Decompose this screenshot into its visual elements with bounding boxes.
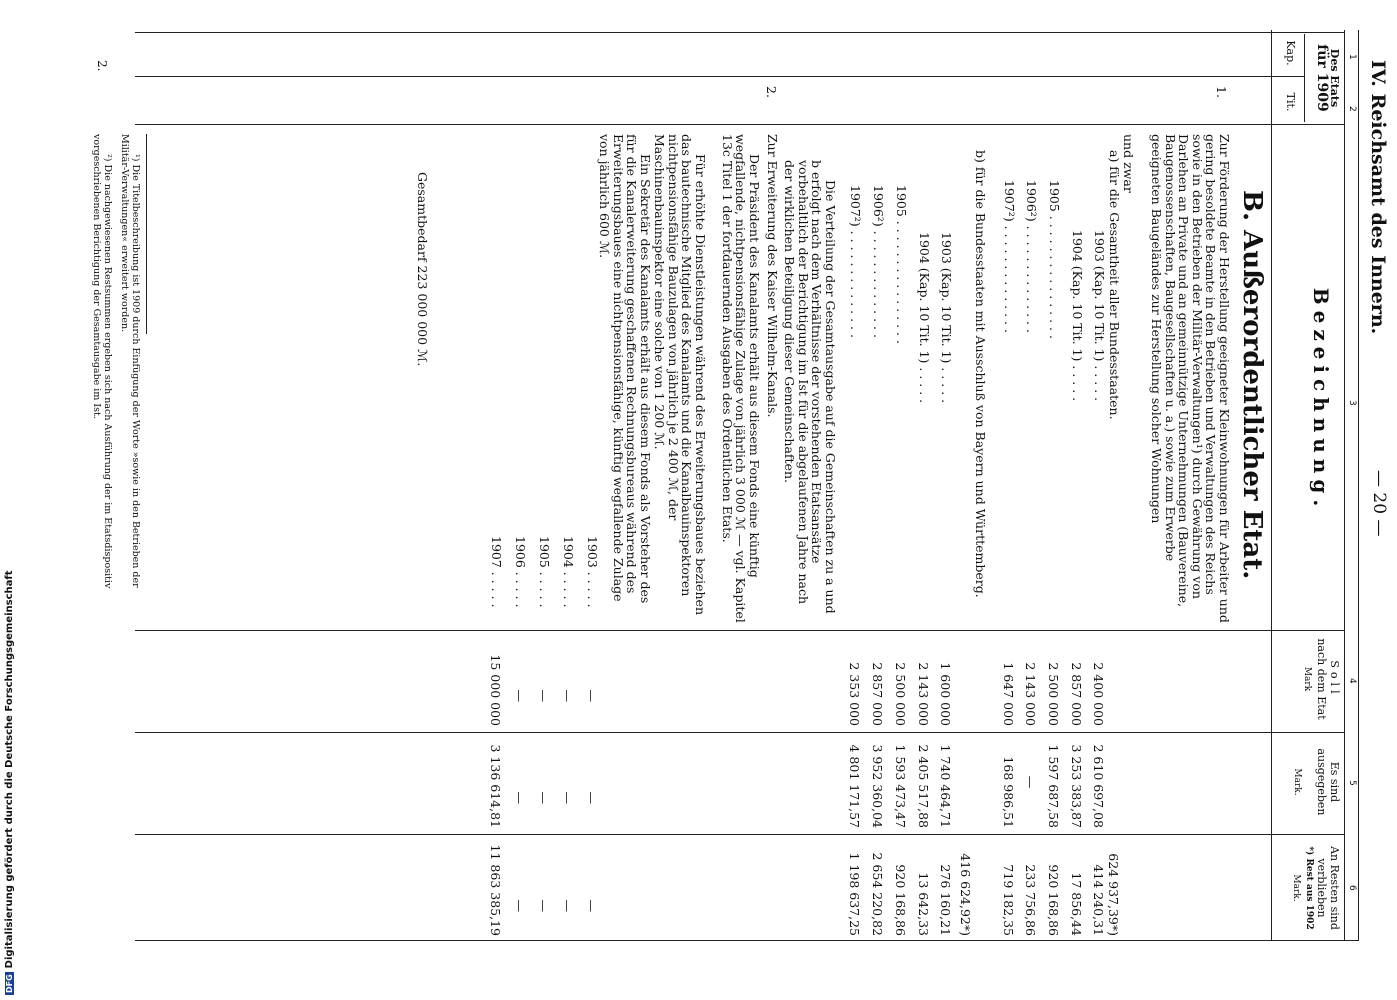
row-a-soll: 2 500 000 [1046, 662, 1061, 726]
item1-sub-a: a) für die Gesamtheit aller Bundesstaaten. [1107, 150, 1122, 420]
row-kanal-rest: — [584, 899, 599, 912]
item1-sub-b: b) für die Bundesstaaten mit Ausschluß von Bayern und Württemberg. [973, 150, 988, 598]
gesamtbedarf: Gesamtbedarf 223 000 000 ℳ. [415, 172, 430, 367]
colnum-rule [1344, 30, 1345, 940]
row-b-year: 1903 (Kap. 10 Tit. 1) . . . . . [939, 232, 954, 404]
page-number: — 20 — [1369, 470, 1389, 537]
row-b-rest: 1 198 637,25 [847, 852, 862, 936]
section-title: B. Außerordentlicher Etat. [1237, 190, 1267, 580]
row-a-ausgegeben: 1 597 687,58 [1046, 744, 1061, 828]
item1-und-zwar: und zwar [1121, 134, 1136, 193]
row-a-year: 1907²) . . . . . . . . . . . . . . [1002, 180, 1017, 333]
row-kanal-year: 1907 . . . . . [489, 536, 504, 608]
row-kanal-ausgegeben: — [560, 791, 575, 804]
col-rule-3 [135, 630, 1345, 631]
footnote-rule [146, 134, 147, 334]
row-kanal-soll: — [536, 689, 551, 702]
row-kanal-year: 1906 . . . . . [513, 536, 528, 608]
item2-text: Zur Erweiterung des Kaiser Wilhelm-Kanals. [765, 134, 780, 418]
item1-note: Die Verteilung der Gesamtausgabe auf die Gemeinschaften zu a und b erfolgt nach dem Verhältnisse der vorstehenden Etatsansätze vorbehaltlich der Berichtigung im Ist für die abgelaufenen Jahre nach der wirklichen Beteiligung dieser Gemeinschaften. [782, 160, 838, 614]
row-a-ausgegeben: 2 610 697,08 [1091, 744, 1106, 828]
rest-1902-a: 624 937,39*) [1106, 853, 1121, 936]
row-a-ausgegeben: — [1023, 775, 1038, 789]
col-rule-2 [135, 124, 1345, 125]
row-b-ausgegeben: 3 952 360,04 [870, 744, 885, 828]
row-b-rest: 13 642,33 [916, 872, 931, 936]
col-num-3: 3 [1347, 400, 1357, 406]
row-kanal-year: 1903 . . . . . [585, 536, 600, 608]
row-b-year: 1907²) . . . . . . . . . . . . . . [848, 185, 863, 338]
col-rule-0 [135, 32, 1345, 33]
item1-text: Zur Förderung der Herstellung geeigneter Kleinwohnungen für Arbeiter und gering besoldete Beamte in den Betrieben und Verwaltungen des Reichs sowie in den Betrieben der Militär-Verwaltungen¹) durch Gewährung von Darlehen an Private und an gemeinnützige Unternehmungen (Bauvereine, Baugenossenschaften, Baugesellschaften u. a.) sowie zum Erwerbe geeigneten Baugeländes zur Herstellung solcher Wohnungen [1149, 134, 1232, 623]
col-rule-1 [135, 76, 1305, 77]
row-a-soll: 2 143 000 [1023, 662, 1038, 726]
header-rule [1271, 30, 1272, 940]
row-kanal-rest: — [536, 899, 551, 912]
row-a-rest: 233 756,86 [1023, 864, 1038, 936]
row-kanal-year: 1904 . . . . . [561, 536, 576, 608]
col-rule-6 [135, 940, 1359, 941]
running-head: IV. Reichsamt des Innern. [1367, 60, 1389, 335]
row-b-soll: 1 600 000 [938, 662, 953, 726]
row-kanal-soll: — [584, 689, 599, 702]
row-b-ausgegeben: 1 593 473,47 [893, 744, 908, 828]
row-kanal-ausgegeben: 3 136 614,81 [488, 744, 503, 828]
row-a-year: 1904 (Kap. 10 Tit. 1) . . . . . [1070, 230, 1085, 402]
header-kap: Kap. [1284, 40, 1297, 66]
row-kanal-rest: 11 863 385,19 [488, 844, 503, 936]
footnote-2: ²) Die nachgewiesenen Restsummen ergeben sich nach Ausführung der im Etatsdispositiv vorgeschriebenen Berichtigung der Gesamtausgabe im Ist. [91, 134, 113, 589]
col-num-5: 5 [1347, 780, 1357, 786]
row-b-ausgegeben: 2 405 517,88 [916, 744, 931, 828]
row-a-soll: 2 400 000 [1091, 662, 1106, 726]
margin-note: 2. [95, 60, 109, 72]
item1-tit: 1. [1214, 86, 1229, 98]
row-b-soll: 2 857 000 [870, 662, 885, 726]
row-a-rest: 414 240,31 [1091, 864, 1106, 936]
row-kanal-ausgegeben: — [512, 791, 527, 804]
row-kanal-soll: — [512, 689, 527, 702]
row-b-rest: 920 168,86 [893, 864, 908, 936]
row-b-year: 1904 (Kap. 10 Tit. 1) . . . . . [917, 232, 932, 404]
row-a-year: 1906²) . . . . . . . . . . . . . . [1024, 180, 1039, 333]
row-kanal-ausgegeben: — [536, 791, 551, 804]
row-kanal-year: 1905 . . . . . [537, 536, 552, 608]
header-tit: Tit. [1284, 92, 1297, 112]
row-a-soll: 2 857 000 [1069, 662, 1084, 726]
row-b-soll: 2 353 000 [847, 662, 862, 726]
row-a-ausgegeben: 3 253 383,87 [1069, 744, 1084, 828]
row-kanal-soll: 15 000 000 [488, 654, 503, 726]
row-kanal-ausgegeben: — [584, 791, 599, 804]
top-rule [1358, 30, 1359, 940]
header-reste: An Resten sind verblieben *) Rest aus 1902 Mark. [1291, 846, 1341, 930]
item2-p1: Der Präsident des Kanalamts erhält aus diesem Fonds eine künftig wegfallende, nichtpensionsfähige Zulage von jährlich 3 000 ℳ — vgl. Kapitel 13c Titel 1 der fortdauernden Ausgaben des Ordentlichen Etats. [720, 134, 762, 623]
row-b-soll: 2 500 000 [893, 662, 908, 726]
row-kanal-soll: — [560, 689, 575, 702]
row-b-rest: 2 654 220,82 [870, 852, 885, 936]
col-num-2: 2 [1347, 106, 1357, 112]
header-etat: Des Etats für 1909 [1314, 44, 1341, 112]
row-a-year: 1903 (Kap. 10 Tit. 1) . . . . . [1092, 230, 1107, 402]
col-rule-5 [135, 834, 1345, 835]
col-num-1: 1 [1347, 54, 1357, 60]
row-a-soll: 1 647 000 [1001, 662, 1016, 726]
row-a-ausgegeben: 168 986,51 [1001, 756, 1016, 828]
header-bezeichnung: Bezeichnung. [1309, 287, 1333, 513]
item2-p3: Ein Sekretär des Kanalamts erhält aus diesem Fonds als Vorsteher des für die Kanalerweiterung geschaffenen Rechnungsbureaus während des Erweiterungsbaues eine nichtpensionsfähige, künftig wegfallende Zulage von jährlich 600 ℳ. [597, 134, 653, 604]
col-num-6: 6 [1347, 885, 1357, 891]
row-b-ausgegeben: 4 801 171,57 [847, 744, 862, 828]
col-num-4: 4 [1347, 678, 1357, 684]
row-kanal-rest: — [560, 899, 575, 912]
row-a-rest: 920 168,86 [1046, 864, 1061, 936]
digitization-note: DFGDigitalisierung gefördert durch die Deutsche Forschungsgemeinschaft [4, 570, 15, 993]
header-ausgegeben: Es sind ausgegeben Mark. [1292, 748, 1341, 816]
footnote-1: ¹) Die Titelbeschreibung ist 1909 durch Einfügung der Worte »sowie in den Betrieben der Militär-Verwaltungen« erweitert worden. [119, 134, 141, 588]
item2-p2: Für erhöhte Dienstleistungen während des Erweiterungsbaues beziehen das bautechnische Mitglied des Kanalamts und die Kanalbauinspektoren nichtpensionsfähige Bauzulagen von jährlich je 2 400 ℳ, der Maschinenbauinspektor eine solche von 1 200 ℳ. [652, 134, 708, 615]
header-soll: Soll nach dem Etat Mark [1302, 638, 1341, 720]
row-b-year: 1906²) . . . . . . . . . . . . . . [871, 185, 886, 338]
row-kanal-rest: — [512, 899, 527, 912]
row-b-rest: 276 160,21 [938, 864, 953, 936]
row-b-year: 1905 . . . . . . . . . . . . . . . . [894, 185, 909, 344]
rest-1902-b: 416 624,92*) [958, 853, 973, 936]
item2-tit: 2. [764, 86, 779, 98]
row-a-rest: 719 182,35 [1001, 864, 1016, 936]
etat-split-rule [1304, 34, 1305, 122]
row-b-soll: 2 143 000 [916, 662, 931, 726]
row-a-year: 1905 . . . . . . . . . . . . . . . . [1047, 180, 1062, 339]
row-a-rest: 17 856,44 [1069, 872, 1084, 936]
dfg-logo: DFG [5, 974, 14, 993]
col-rule-4 [135, 732, 1345, 733]
row-b-ausgegeben: 1 740 464,71 [938, 744, 953, 828]
